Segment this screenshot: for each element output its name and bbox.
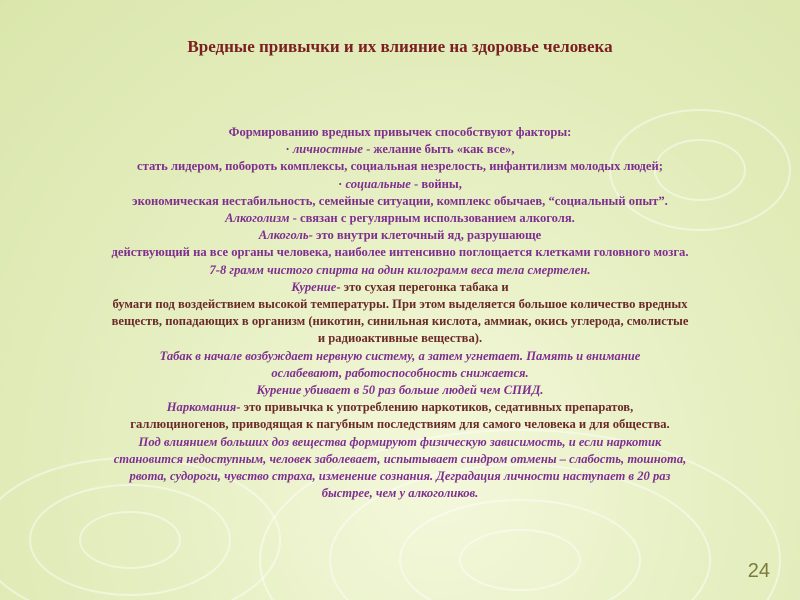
text-line xyxy=(30,348,770,365)
text-span: рвота, судороги, чувство страха, изменение сознания. Деградация личности наступает в 20 раз xyxy=(129,469,671,484)
text-span: - связан с регулярным использованием алкоголя. xyxy=(289,211,575,226)
text-span: и радиоактивные вещества). xyxy=(317,331,483,346)
text-line xyxy=(30,313,770,330)
text-span: - это сухая перегонка табака и xyxy=(336,279,509,294)
text-line xyxy=(30,468,770,485)
text-span: Формированию вредных привычек способствуют факторы: xyxy=(228,125,572,139)
text-line xyxy=(30,141,770,158)
text-span: - это внутри клеточный яд, разрушающе xyxy=(308,228,542,243)
text-span: Алкоголизм xyxy=(225,211,290,226)
text-span: стать лидером, побороть комплексы, социальная незрелость, инфантилизм молодых людей; xyxy=(137,159,663,174)
text-line xyxy=(30,382,770,399)
text-line xyxy=(30,434,770,451)
text-span: личностные xyxy=(292,142,363,157)
text-line xyxy=(30,416,770,433)
text-span: Под влиянием больших доз вещества формируют физическую зависимость, и если наркотик xyxy=(138,434,662,449)
text-line xyxy=(30,296,770,313)
text-span: Алкоголь xyxy=(258,228,309,243)
text-span: ослабевают, работоспособность снижается. xyxy=(271,365,529,380)
text-span: галлюциногенов, приводящая к пагубным последствиям для самого человека и для общества. xyxy=(130,417,670,432)
text-span: · xyxy=(285,142,293,157)
text-span: - это привычка к употреблению наркотиков, седативных препаратов, xyxy=(236,400,634,415)
text-span: 7-8 грамм чистого спирта на один килограмм веса тела смертелен. xyxy=(209,262,591,277)
text-span: быстрее, чем у алкоголиков. xyxy=(321,486,479,501)
text-line xyxy=(30,485,770,502)
text-line xyxy=(30,399,770,416)
text-line xyxy=(30,193,770,210)
text-line xyxy=(30,279,770,296)
text-line xyxy=(30,330,770,347)
text-line xyxy=(30,365,770,382)
text-line xyxy=(30,124,770,141)
text-span: Табак в начале возбуждает нервную систему, а затем угнетает. Память и внимание xyxy=(159,348,641,363)
text-line xyxy=(30,227,770,244)
text-span: действующий на все органы человека, наиболее интенсивно поглощается клетками головного мозга. xyxy=(111,245,689,260)
page-number: 24 xyxy=(747,560,770,582)
text-span: бумаги под воздействием высокой температуры. При этом выделяется большое количество вредных xyxy=(112,297,688,312)
text-span: становится недоступным, человек заболевает, испытывает синдром отмены – слабость, тошнота, xyxy=(113,451,687,466)
text-line xyxy=(30,158,770,175)
text-line xyxy=(30,451,770,468)
text-span: - войны, xyxy=(410,176,462,191)
text-span: экономическая нестабильность, семейные ситуации, комплекс обычаев, “социальный опыт”. xyxy=(132,193,668,208)
text-span: · xyxy=(338,176,346,191)
text-span: Курение убивает в 50 раз больше людей чем СПИД. xyxy=(256,383,544,398)
text-line xyxy=(30,176,770,193)
text-span: социальные xyxy=(345,176,411,191)
text-span: - желание быть «как все», xyxy=(362,142,515,157)
slide-body xyxy=(30,124,770,502)
text-span: Курение xyxy=(291,279,337,294)
text-line xyxy=(30,262,770,279)
text-span: Наркомания xyxy=(166,400,237,415)
text-line xyxy=(30,210,770,227)
slide-title: Вредные привычки и их влияние на здоровье человека xyxy=(187,37,613,56)
text-line xyxy=(30,244,770,261)
text-span: веществ, попадающих в организм (никотин, синильная кислота, аммиак, окись углерода, смолистые xyxy=(111,314,689,329)
